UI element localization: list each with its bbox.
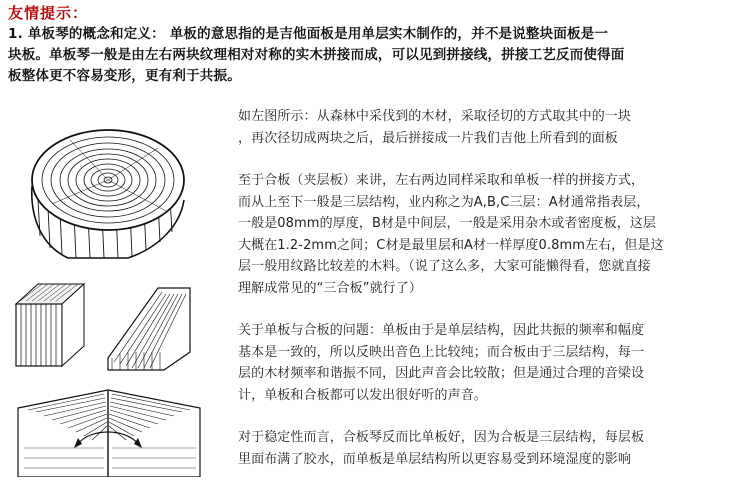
text-line: 层一般用纹路比较差的木料。（说了这么多，大家可能懒得看，您就直接 (238, 259, 651, 274)
bookmatched-soundboard (18, 390, 200, 477)
paragraph-resonance (238, 320, 744, 406)
explanation-text (238, 106, 744, 470)
text-line: 理解成常见的“三合板”就行了） (238, 280, 422, 296)
text-line: 基本是一致的，所以反映出音色上比较纯；而合板由于三层结构，每一 (238, 344, 645, 360)
text-line: 层的木材频率和谐振不同，因此声音会比较散；但是通过合理的音梁设 (238, 366, 645, 381)
text-line: 里面布满了胶水，而单板是单层结构所以更容易受到环境湿度的影响 (238, 451, 632, 467)
text-line: 关于单板与合板的问题：单板由于是单层结构，因此共振的频率和幅度 (238, 323, 645, 338)
paragraph-figure-caption (238, 106, 744, 149)
wood-cutting-illustration (8, 108, 220, 477)
intro-line: 板整体更不容易变形，更有利于共振。 (8, 68, 241, 84)
text-line: 对于稳定性而言，合板琴反而比单板好，因为合板是三层结构，每层板 (238, 430, 645, 445)
text-line: ，再次径切成两块之后，最后拼接成一片我们吉他上所看到的面板 (238, 130, 618, 146)
intro-line: 1. 单板琴的概念和定义： 单板的意思指的是吉他面板是用单层实木制作的，并不是说整块面板是一 (8, 26, 609, 42)
paragraph-plywood (238, 170, 744, 299)
intro-paragraph (8, 24, 746, 87)
text-line: 大概在1.2-2mm之间；C材是最里层和A材一样厚度0.8mm左右，但是这 (238, 237, 664, 253)
text-line: 如左图所示：从森林中采伐到的木材，采取径切的方式取其中的一块 (238, 109, 632, 124)
intro-line: 块板。单板琴一般是由左右两块纹理相对对称的实木拼接而成，可以见到拼接线，拼接工艺反而使得面 (8, 47, 625, 63)
text-line: 而从上至下一般是三层结构，业内称之为A,B,C三层：A材通常指表层， (238, 194, 650, 210)
log-drawing (32, 130, 184, 258)
page-title: 友情提示： (8, 4, 89, 22)
paragraph-stability (238, 427, 744, 470)
text-line: 计，单板和合板都可以发出很好听的声音。 (238, 387, 487, 403)
quartersawn-board-left (16, 284, 84, 366)
text-line: 至于合板（夹层板）来讲，左右两边同样采取和单板一样的拼接方式， (238, 173, 645, 188)
quartersawn-board-right (108, 288, 190, 370)
text-line: 一般是08mm的厚度，B材是中间层，一般是采用杂木或者密度板，这层 (238, 216, 657, 231)
